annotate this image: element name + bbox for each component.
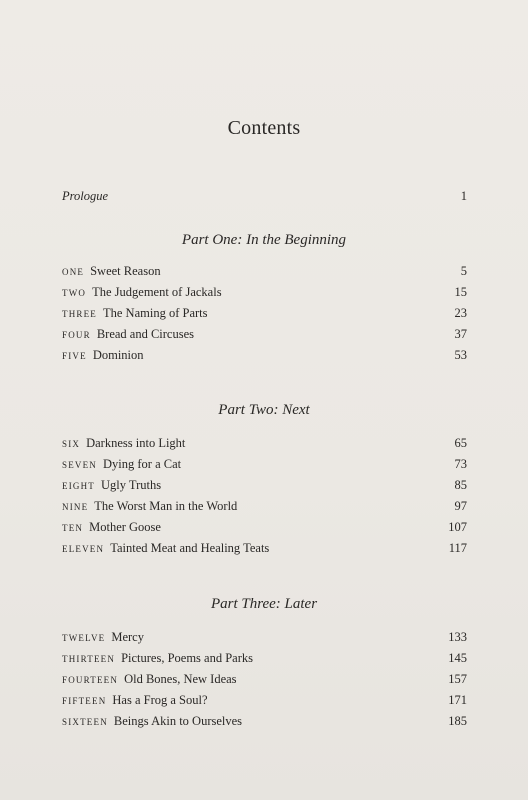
chapter-entry — [62, 433, 467, 454]
chapter-entry — [62, 648, 467, 669]
chapter-page-number: 53 — [454, 348, 467, 362]
chapter-entry — [62, 324, 467, 345]
chapter-entry — [62, 711, 467, 732]
chapter-page-number: 65 — [454, 436, 467, 450]
chapter-entry — [62, 538, 467, 559]
prologue-page-number: 1 — [460, 189, 467, 203]
chapter-title: Ugly Truths — [101, 478, 162, 492]
chapter-page-number: 133 — [448, 630, 467, 644]
chapter-entry — [62, 475, 467, 496]
chapter-title: Bread and Circuses — [96, 327, 195, 341]
part-two-heading: Part Two: Next — [218, 402, 310, 418]
chapter-title: Old Bones, New Ideas — [124, 672, 237, 686]
chapter-page-number: 117 — [448, 541, 467, 555]
chapter-number: five — [62, 348, 87, 362]
chapter-title: Has a Frog a Soul? — [112, 693, 208, 707]
prologue-entry — [62, 189, 467, 204]
chapter-title: Beings Akin to Ourselves — [113, 714, 243, 728]
chapter-title: Mother Goose — [89, 520, 161, 534]
part-one-chapter-list — [62, 261, 467, 366]
chapter-page-number: 157 — [448, 672, 467, 686]
part-three-heading: Part Three: Later — [210, 596, 318, 612]
chapter-entry — [62, 627, 467, 648]
chapter-title: Pictures, Poems and Parks — [121, 651, 253, 665]
chapter-number: eleven — [62, 541, 105, 555]
chapter-entry — [62, 345, 467, 366]
chapter-entry — [62, 303, 467, 324]
chapter-number: sixteen — [62, 714, 108, 728]
chapter-number: six — [62, 436, 81, 450]
chapter-page-number: 37 — [454, 327, 467, 341]
page-title: Contents — [227, 117, 301, 139]
chapter-number: fourteen — [62, 672, 119, 686]
chapter-entry — [62, 261, 467, 282]
chapter-page-number: 185 — [448, 714, 467, 728]
chapter-entry — [62, 282, 467, 303]
chapter-title: The Worst Man in the World — [94, 499, 238, 513]
chapter-entry — [62, 454, 467, 475]
chapter-title: The Naming of Parts — [103, 306, 208, 320]
part-one-heading: Part One: In the Beginning — [181, 232, 347, 248]
chapter-page-number: 145 — [448, 651, 467, 665]
part-two-chapter-list — [62, 433, 467, 559]
chapter-page-number: 5 — [460, 264, 467, 278]
chapter-title: Dying for a Cat — [103, 457, 182, 471]
chapter-page-number: 73 — [454, 457, 467, 471]
chapter-page-number: 107 — [448, 520, 467, 534]
chapter-title: Darkness into Light — [86, 436, 186, 450]
chapter-number: three — [62, 306, 97, 320]
chapter-entry — [62, 669, 467, 690]
chapter-page-number: 97 — [454, 499, 467, 513]
chapter-number: nine — [62, 499, 89, 513]
chapter-page-number: 23 — [454, 306, 467, 320]
chapter-number: one — [62, 264, 85, 278]
chapter-title: The Judgement of Jackals — [92, 285, 222, 299]
chapter-title: Mercy — [111, 630, 144, 644]
part-three-chapter-list — [62, 627, 467, 732]
chapter-number: fifteen — [62, 693, 107, 707]
chapter-number: seven — [62, 457, 97, 471]
chapter-entry — [62, 496, 467, 517]
chapter-page-number: 85 — [454, 478, 467, 492]
chapter-page-number: 15 — [454, 285, 467, 299]
chapter-number: thirteen — [62, 651, 116, 665]
chapter-page-number: 171 — [448, 693, 467, 707]
chapter-number: eight — [62, 478, 95, 492]
chapter-entry — [62, 517, 467, 538]
chapter-number: ten — [62, 520, 84, 534]
chapter-title: Tainted Meat and Healing Teats — [110, 541, 270, 555]
chapter-number: four — [62, 327, 91, 341]
chapter-entry — [62, 690, 467, 711]
chapter-title: Dominion — [92, 348, 144, 362]
prologue-label: Prologue — [62, 189, 109, 203]
chapter-number: twelve — [62, 630, 106, 644]
chapter-title: Sweet Reason — [90, 264, 161, 278]
chapter-number: two — [62, 285, 87, 299]
